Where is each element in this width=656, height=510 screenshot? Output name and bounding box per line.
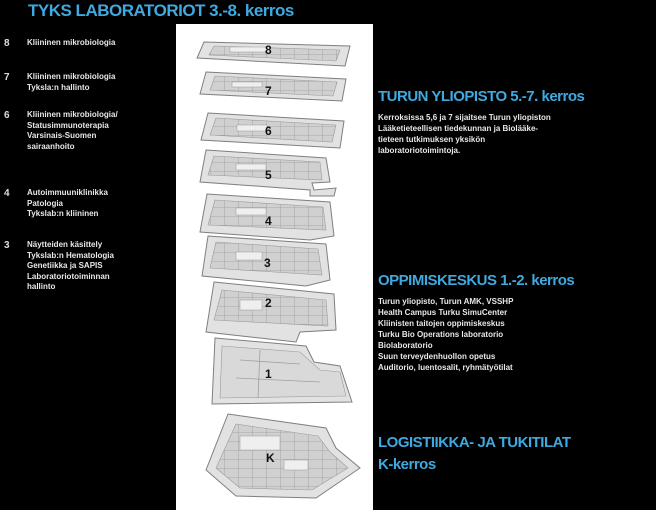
left-list-text (27, 38, 177, 49)
left-list-line: Tykslab:n Hematologia (27, 250, 114, 260)
turun-line: laboratoriotoimintoja. (378, 146, 461, 155)
left-list-line: Autoimmuuniklinikka (27, 188, 108, 197)
floor-label-7: 7 (265, 84, 272, 98)
oppimis-line: Turun yliopisto, Turun AMK, VSSHP (378, 297, 514, 306)
left-list-text (27, 110, 177, 152)
left-list-line: Kliininen mikrobiologia (27, 38, 116, 47)
oppimis-line: Health Campus Turku SimuCenter (378, 308, 508, 317)
turun-yliopisto-text (378, 112, 656, 156)
left-list-text (27, 188, 177, 220)
left-list-line: Kliininen mikrobiologia/ (27, 110, 118, 119)
left-list-number: 7 (4, 72, 10, 83)
floor-8-plan (197, 42, 350, 66)
floor-label-4: 4 (265, 214, 272, 228)
oppimiskeskus-heading: OPPIMISKESKUS 1.-2. kerros (378, 272, 575, 289)
floor-7-plan (200, 72, 346, 101)
floor-2-plan (206, 282, 336, 342)
floor-label-5: 5 (265, 168, 272, 182)
left-list-line: Kliininen mikrobiologia (27, 72, 116, 81)
floor-label-2: 2 (265, 296, 272, 310)
left-list-number: 3 (4, 240, 10, 251)
floor-label-1: 1 (265, 367, 272, 381)
floor-label-8: 8 (265, 43, 272, 57)
left-list-line: Laboratoriotoiminnan (27, 271, 110, 281)
logistiikka-heading: LOGISTIIKKA- JA TUKITILAT (378, 434, 571, 451)
left-list-number: 8 (4, 38, 10, 49)
floor-k-plan (206, 414, 360, 498)
left-list-line: Varsinais-Suomen (27, 131, 97, 140)
floor-label-3: 3 (264, 256, 271, 270)
logistiikka-subheading: K-kerros (378, 456, 436, 473)
floor-1-plan (212, 338, 352, 404)
left-list-line: sairaanhoito (27, 141, 75, 151)
left-list-number: 4 (4, 188, 10, 199)
oppimis-line: Turku Bio Operations laboratorio (378, 330, 504, 339)
oppimis-line: Auditorio, luentosalit, ryhmätyötilat (378, 363, 513, 372)
turun-line: Kerroksissa 5,6 ja 7 sijaitsee Turun yliopiston (378, 113, 551, 122)
left-list-text (27, 240, 177, 293)
left-list-line: Patologia (27, 198, 64, 208)
page-title: TYKS LABORATORIOT 3.-8. kerros (28, 1, 294, 20)
left-list-text (27, 72, 177, 93)
oppimis-line: Suun terveydenhuollon opetus (378, 352, 496, 361)
left-list-line: Tyksla:n hallinto (27, 82, 90, 92)
left-list-number: 6 (4, 110, 10, 121)
floor-label-6: 6 (265, 124, 272, 138)
floor-6-plan (201, 113, 344, 148)
turun-yliopisto-heading: TURUN YLIOPISTO 5.-7. kerros (378, 88, 585, 105)
left-list-line: Näytteiden käsittely (27, 240, 103, 249)
oppimiskeskus-text (378, 296, 656, 373)
left-list-line: Statusimmunoterapia (27, 120, 109, 130)
turun-line: Lääketieteellisen tiedekunnan ja Biolääke- (378, 124, 539, 133)
oppimis-line: Biolaboratorio (378, 341, 433, 350)
oppimis-line: Kliinisten taitojen oppimiskeskus (378, 319, 505, 328)
left-list-line: Genetiikka ja SAPIS (27, 261, 103, 270)
left-list-line: hallinto (27, 282, 56, 291)
left-list-line: Tykslab:n kliininen (27, 209, 99, 218)
turun-line: tieteen tutkimuksen yksikön (378, 135, 486, 144)
floor-label-k: K (266, 451, 275, 465)
